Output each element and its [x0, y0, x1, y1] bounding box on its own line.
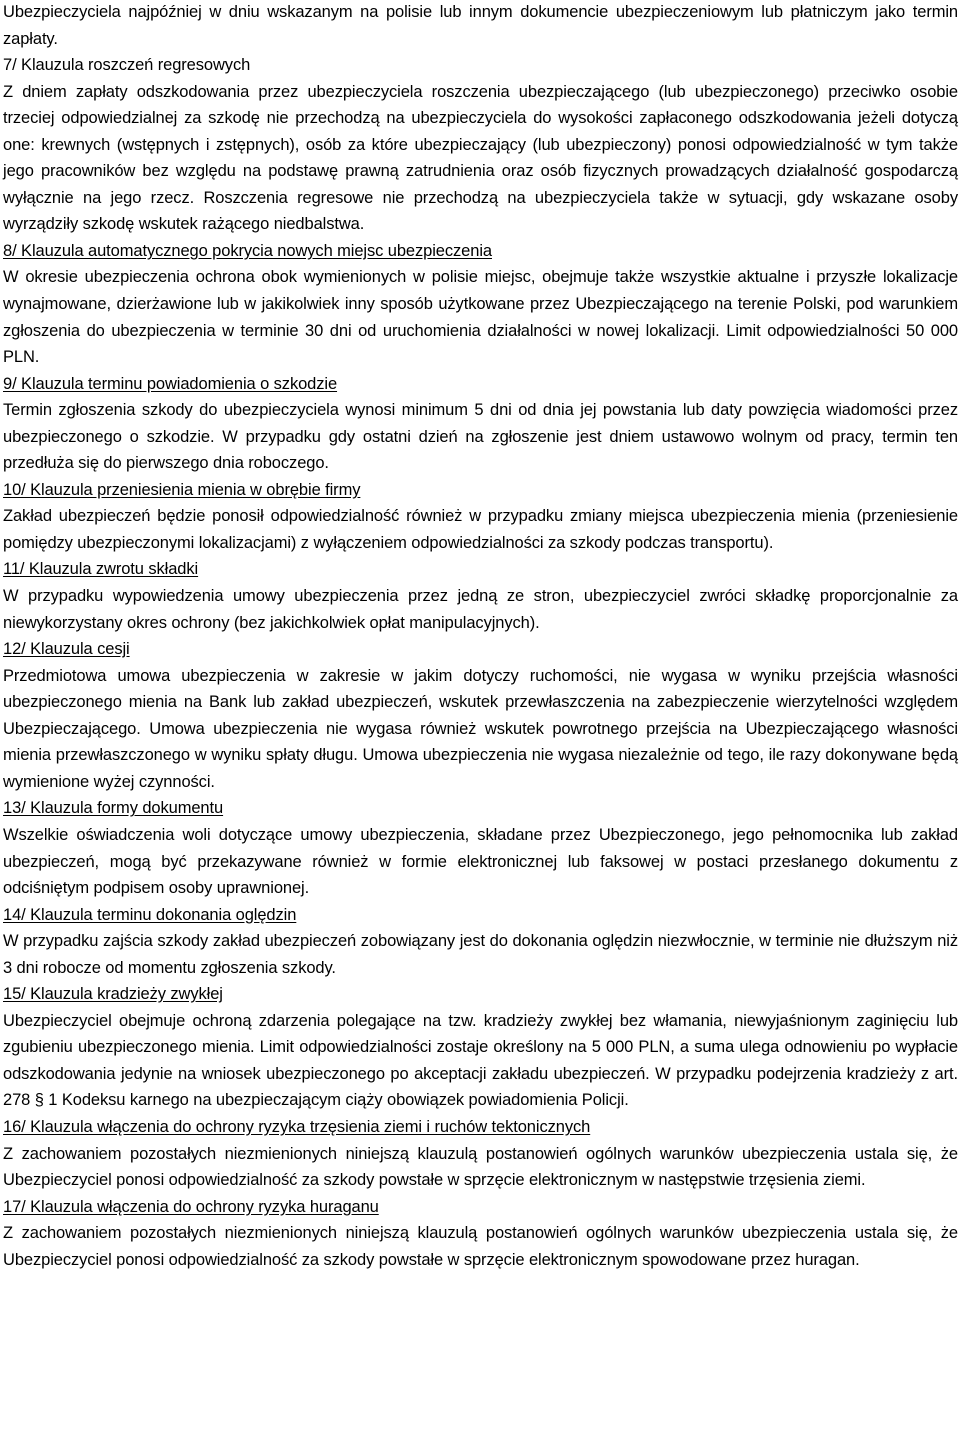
clause-body: W przypadku wypowiedzenia umowy ubezpieczenia przez jedną ze stron, ubezpieczyciel zwróci składkę proporcjonalnie za niewykorzystany okres ochrony (bez jakichkolwiek opłat manipulacyjnych). [3, 587, 958, 632]
clause-16 [3, 1114, 958, 1194]
clause-body: W okresie ubezpieczenia ochrona obok wymienionych w polisie miejsc, obejmuje także wszystkie aktualne i przyszłe lokalizacje wynajmowane, dzierżawione lub w jakikolwiek inny sposób użytkowane przez Ubezpieczającego na terenie Polski, pod warunkiem zgłoszenia do ubezpieczenia w terminie 30 dni od uruchomienia działalności w nowej lokalizacji. Limit odpowiedzialności 50 000 PLN. [3, 268, 958, 367]
clause-heading: 10/ Klauzula przeniesienia mienia w obrębie firmy [3, 480, 361, 499]
clause-10 [3, 477, 958, 557]
clause-12 [3, 636, 958, 795]
clause-heading: 12/ Klauzula cesji [3, 640, 130, 659]
clause-body: Z zachowaniem pozostałych niezmienionych niniejszą klauzulą postanowień ogólnych warunków ubezpieczenia ustala się, że Ubezpieczyciel ponosi odpowiedzialność za szkody powstałe w sprzęcie elektronicznym w następstwie trzęsienia ziemi. [3, 1144, 958, 1190]
clause-body: W przypadku zajścia szkody zakład ubezpieczeń zobowiązany jest do dokonania oględzin niezwłocznie, w terminie nie dłuższym niż 3 dni robocze od momentu zgłoszenia szkody. [3, 932, 958, 977]
document-page [3, 0, 958, 1273]
clause-body: Zakład ubezpieczeń będzie ponosił odpowiedzialność również w przypadku zmiany miejsca ubezpieczenia mienia (przeniesienie pomiędzy ubezpieczonymi lokalizacjami) z wyłączeniem odpowiedzialności za szkody podczas transportu). [3, 507, 958, 552]
clause-15 [3, 981, 958, 1114]
clause-body: Ubezpieczyciel obejmuje ochroną zdarzenia polegające na tzw. kradzieży zwykłej bez włamania, niewyjaśnionym zaginięciu lub zgubieniu ubezpieczonego mienia. Limit odpowiedzialności zostaje określony na 5 000 PLN, a suma ulega odnowieniu po wypłacie odszkodowania jedynie na wniosek ubezpieczonego po akceptacji zakładu ubezpieczeń. W przypadku podejrzenia kradzieży z art. 278 § 1 Kodeksu karnego na ubezpieczającym ciąży obowiązek powiadomienia Policji. [3, 1011, 958, 1110]
clause-body: Termin zgłoszenia szkody do ubezpieczyciela wynosi minimum 5 dni od dnia jej powstania lub daty powzięcia wiadomości przez ubezpieczonego o szkodzie. W przypadku gdy ostatni dzień na zgłoszenie jest dniem ustawowo wolnym od pracy, termin ten przedłuża się do pierwszego dnia roboczego. [3, 401, 958, 473]
clause-9 [3, 371, 958, 477]
clause-13 [3, 795, 958, 901]
clause-heading: 14/ Klauzula terminu dokonania oględzin [3, 905, 297, 924]
clause-7 [3, 52, 958, 238]
clause-heading: 9/ Klauzula terminu powiadomienia o szkodzie [3, 374, 338, 393]
clause-body: Z dniem zapłaty odszkodowania przez ubezpieczyciela roszczenia ubezpieczającego (lub ubezpieczonego) przeciwko osobie trzeciej odpowiedzialnej za szkodę nie przechodzą na ubezpieczyciela do wysokości zapłaconego odszkodowania jeżeli dotyczą one: krewnych (wstępnych i zstępnych), osób za które ubezpieczający (lub ubezpieczony) ponosi odpowiedzialność w tym także jego pracowników bez względu na podstawę prawną zatrudnienia oraz osób fizycznych prowadzących działalność gospodarczą wyłącznie na jego rzecz. Roszczenia regresowe nie przechodzą na ubezpieczyciela także w sytuacji, gdy wskazane osoby wyrządziły szkodę wskutek rażącego niedbalstwa. [3, 82, 958, 234]
clause-17 [3, 1194, 958, 1274]
clause-heading: 11/ Klauzula zwrotu składki [3, 560, 199, 579]
clause-body: Wszelkie oświadczenia woli dotyczące umowy ubezpieczenia, składane przez Ubezpieczonego, jego pełnomocnika lub zakład ubezpieczeń, mogą być przekazywane również w formie elektronicznej lub faksowej w postaci przesłanego dokumentu z odciśniętym podpisem osoby uprawnionej. [3, 825, 958, 898]
clause-heading: 8/ Klauzula automatycznego pokrycia nowych miejsc ubezpieczenia [3, 241, 492, 260]
clause-11 [3, 556, 958, 636]
intro-continuation: Ubezpieczyciela najpóźniej w dniu wskazanym na polisie lub innym dokumencie ubezpieczeniowym lub płatniczym jako termin zapłaty. [3, 3, 958, 48]
clause-heading: 15/ Klauzula kradzieży zwykłej [3, 985, 223, 1004]
clause-8 [3, 238, 958, 371]
clause-heading: 17/ Klauzula włączenia do ochrony ryzyka huraganu [3, 1197, 379, 1216]
clause-heading: 16/ Klauzula włączenia do ochrony ryzyka trzęsienia ziemi i ruchów tektonicznych [3, 1117, 591, 1136]
clause-14 [3, 902, 958, 982]
clause-body: Przedmiotowa umowa ubezpieczenia w zakresie w jakim dotyczy ruchomości, nie wygasa w wyniku przejścia własności ubezpieczonego mienia na Bank lub zakład ubezpieczeń, wskutek przewłaszczenia na zabezpieczenie wierzytelności względem Ubezpieczającego. Umowa ubezpieczenia nie wygasa również wskutek powrotnego przejścia na Ubezpieczającego własności mienia przewłaszczonego w wyniku spłaty długu. Umowa ubezpieczenia nie wygasa niezależnie od tego, ile razy dokonywane będą wymienione wyżej czynności. [3, 666, 958, 791]
clause-body: Z zachowaniem pozostałych niezmienionych niniejszą klauzulą postanowień ogólnych warunków ubezpieczenia ustala się, że Ubezpieczyciel ponosi odpowiedzialność za szkody powstałe w sprzęcie elektronicznym spowodowane przez huragan. [3, 1224, 958, 1269]
clause-heading: 13/ Klauzula formy dokumentu [3, 799, 224, 818]
clause-heading: 7/ Klauzula roszczeń regresowych [3, 56, 251, 75]
